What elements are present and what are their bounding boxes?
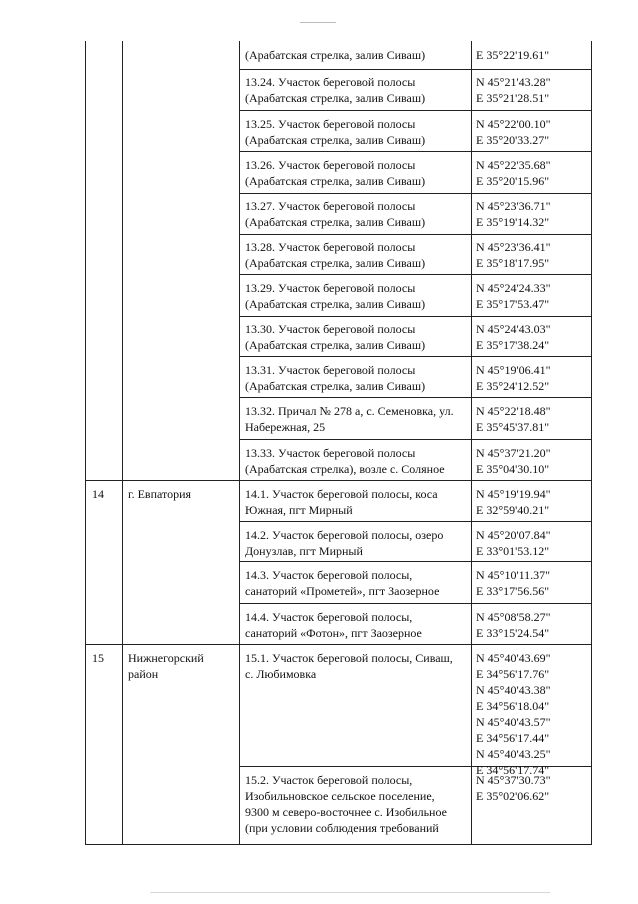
row-divider — [239, 521, 591, 522]
group-number-15: 15 — [92, 651, 104, 665]
row-divider — [239, 274, 591, 275]
row-coords-14-2: N 45°20'07.84" E 33°01'53.12" — [476, 528, 551, 558]
row-coords-13-31: N 45°19'06.41" E 35°24'12.52" — [476, 363, 551, 393]
row-desc-13-28: 13.28. Участок береговой полосы (Арабатская стрелка, залив Сиваш) — [245, 240, 426, 270]
row-coords-15-1: N 45°40'43.69" E 34°56'17.76" N 45°40'43.38" E 34°56'18.04" N 45°40'43.57" E 34°56'17.44" N 45°40'43.25" E 34°56'17.74" — [476, 651, 551, 777]
coordinates-table — [85, 41, 592, 845]
row-divider — [239, 193, 591, 194]
row-desc-15-1: 15.1. Участок береговой полосы, Сиваш, с. Любимовка — [245, 651, 453, 681]
row-desc-15-2: 15.2. Участок береговой полосы, Изобильновское сельское поселение, 9300 м северо-восточнее с. Изобильное (при условии соблюдения требований — [245, 773, 447, 835]
row-coords-13-24: N 45°21'43.28" E 35°21'28.51" — [476, 75, 551, 105]
row-desc-13-29: 13.29. Участок береговой полосы (Арабатская стрелка, залив Сиваш) — [245, 281, 426, 311]
row-desc-13-32: 13.32. Причал № 278 а, с. Семеновка, ул. Набережная, 25 — [245, 404, 454, 434]
row-divider — [239, 151, 591, 152]
row-divider — [239, 561, 591, 562]
row-coords-14-3: N 45°10'11.37" E 33°17'56.56" — [476, 568, 551, 598]
row-desc-14-1: 14.1. Участок береговой полосы, коса Южная, пгт Мирный — [245, 487, 438, 517]
row-coords-13-25: N 45°22'00.10" E 35°20'33.27" — [476, 117, 551, 147]
group-divider — [86, 480, 591, 481]
row-desc-14-4: 14.4. Участок береговой полосы, санаторий «Фотон», пгт Заозерное — [245, 610, 422, 640]
row-divider — [239, 439, 591, 440]
row-desc-13-25: 13.25. Участок береговой полосы (Арабатская стрелка, залив Сиваш) — [245, 117, 426, 147]
row-divider — [239, 69, 591, 70]
row-divider — [239, 110, 591, 111]
row-coords-15-2: N 45°37'30.73" E 35°02'06.62" — [476, 773, 551, 803]
group-divider — [86, 644, 591, 645]
row-divider — [239, 397, 591, 398]
row-coords-13-27: N 45°23'36.71" E 35°19'14.32" — [476, 199, 551, 229]
row-coords-14-1: N 45°19'19.94" E 32°59'40.21" — [476, 487, 551, 517]
row-coords: E 35°22'19.61" — [476, 48, 550, 62]
row-divider — [239, 234, 591, 235]
row-desc-14-2: 14.2. Участок береговой полосы, озеро Донузлав, пгт Мирный — [245, 528, 444, 558]
row-desc-14-3: 14.3. Участок береговой полосы, санаторий «Прометей», пгт Заозерное — [245, 568, 440, 598]
row-divider — [239, 603, 591, 604]
col-divider-3 — [471, 41, 472, 844]
row-coords-13-33: N 45°37'21.20" E 35°04'30.10" — [476, 446, 551, 476]
group-name-15: Нижнегорский район — [128, 651, 204, 681]
row-desc-13-24: 13.24. Участок береговой полосы (Арабатская стрелка, залив Сиваш) — [245, 75, 426, 105]
scan-mark — [300, 22, 336, 23]
scan-mark — [150, 892, 550, 893]
group-number-14: 14 — [92, 487, 104, 501]
row-desc-13-30: 13.30. Участок береговой полосы (Арабатская стрелка, залив Сиваш) — [245, 322, 426, 352]
row-divider — [239, 316, 591, 317]
row-coords-13-30: N 45°24'43.03" E 35°17'38.24" — [476, 322, 551, 352]
row-desc-13-33: 13.33. Участок береговой полосы (Арабатская стрелка), возле с. Соляное — [245, 446, 445, 476]
row-coords-13-32: N 45°22'18.48" E 35°45'37.81" — [476, 404, 551, 434]
col-divider-1 — [122, 41, 123, 844]
col-divider-2 — [239, 41, 240, 844]
row-coords-13-28: N 45°23'36.41" E 35°18'17.95" — [476, 240, 551, 270]
row-divider — [239, 356, 591, 357]
row-coords-14-4: N 45°08'58.27" E 33°15'24.54" — [476, 610, 551, 640]
row-desc-13-27: 13.27. Участок береговой полосы (Арабатская стрелка, залив Сиваш) — [245, 199, 426, 229]
row-desc-13-26: 13.26. Участок береговой полосы (Арабатская стрелка, залив Сиваш) — [245, 158, 426, 188]
group-name-14: г. Евпатория — [128, 487, 192, 501]
row-coords-13-26: N 45°22'35.68" E 35°20'15.96" — [476, 158, 551, 188]
row-desc-13-31: 13.31. Участок береговой полосы (Арабатская стрелка, залив Сиваш) — [245, 363, 426, 393]
row-desc: (Арабатская стрелка, залив Сиваш) — [245, 48, 426, 62]
row-coords-13-29: N 45°24'24.33" E 35°17'53.47" — [476, 281, 551, 311]
